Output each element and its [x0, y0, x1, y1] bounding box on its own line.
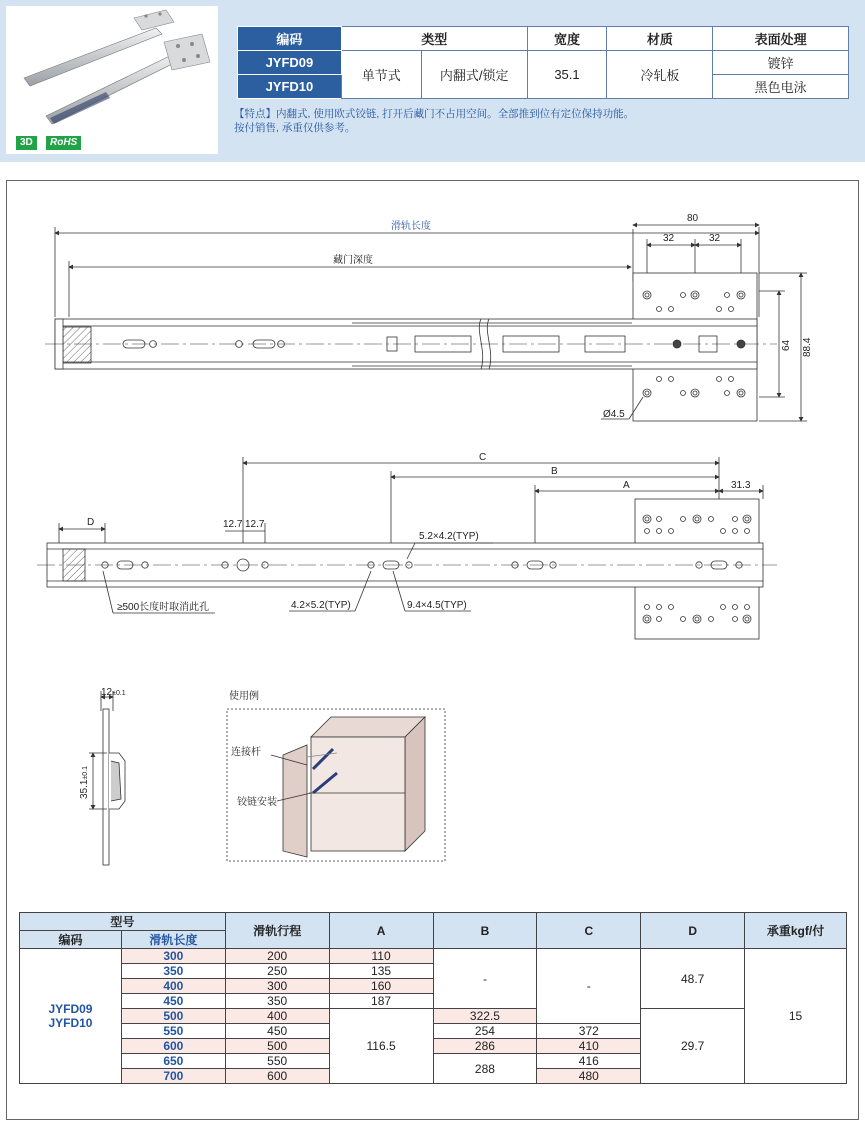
- load-15: 15: [745, 949, 847, 1084]
- section-view: [89, 691, 125, 865]
- stroke-250: 250: [225, 964, 329, 979]
- dim-32a: 32: [663, 233, 675, 244]
- dim-height-35-1: [79, 766, 90, 799]
- len-700: 700: [121, 1069, 225, 1084]
- dim-rail-length: 滑轨长度: [391, 221, 431, 232]
- spec-surface-1: 镀锌: [713, 51, 849, 75]
- a-135: 135: [329, 964, 433, 979]
- b-288: 288: [433, 1054, 537, 1084]
- usage-title: 使用例: [229, 691, 259, 702]
- stroke-400: 400: [225, 1009, 329, 1024]
- label-hinge-install: 铰链安装: [237, 797, 277, 808]
- dim-hole-diameter: Ø4.5: [603, 409, 625, 420]
- top-view: [45, 225, 807, 421]
- spec-header-material: 材质: [607, 27, 713, 51]
- spec-type-2: 内翻式/锁定: [421, 51, 527, 99]
- product-photo: [6, 6, 218, 154]
- spec-code-1: JYFD09: [238, 51, 342, 75]
- len-550: 550: [121, 1024, 225, 1039]
- dim-height-tol: ±0.1: [82, 765, 89, 780]
- header-d: D: [641, 913, 745, 949]
- stroke-450: 450: [225, 1024, 329, 1039]
- len-650: 650: [121, 1054, 225, 1069]
- a-110: 110: [329, 949, 433, 964]
- table-code-cell: [20, 949, 122, 1084]
- c-416: 416: [537, 1054, 641, 1069]
- dim-12-7b: 12.7: [245, 519, 265, 530]
- stroke-300: 300: [225, 979, 329, 994]
- dim-80: 80: [687, 213, 699, 224]
- dim-slot-4-2: 4.2×5.2(TYP): [291, 600, 351, 611]
- spec-table: [237, 26, 849, 99]
- dim-A: A: [623, 480, 630, 491]
- dim-32b: 32: [709, 233, 721, 244]
- dim-height-value: 35.1: [79, 779, 90, 799]
- features-line-2: 按付销售, 承重仅供参考。: [234, 122, 356, 134]
- dim-12-7a: 12.7: [223, 519, 243, 530]
- a-116-5: 116.5: [329, 1009, 433, 1084]
- d-48-7: 48.7: [641, 949, 745, 1009]
- header-b: B: [433, 913, 537, 949]
- header-a: A: [329, 913, 433, 949]
- spec-material: 冷轧板: [607, 51, 713, 99]
- c-410: 410: [537, 1039, 641, 1054]
- spec-surface-2: 黑色电泳: [713, 75, 849, 99]
- c-480: 480: [537, 1069, 641, 1084]
- features-line-1: 【特点】内翻式, 使用欧式铰链, 打开后藏门不占用空间。全部推到位有定位保持功能。: [234, 108, 635, 120]
- spec-header-surface: 表面处理: [713, 27, 849, 51]
- dim-width-12-tol: ±0.1: [112, 690, 126, 697]
- stroke-200: 200: [225, 949, 329, 964]
- len-350: 350: [121, 964, 225, 979]
- a-160: 160: [329, 979, 433, 994]
- b-dash: -: [433, 949, 537, 1009]
- dim-88-4: 88.4: [802, 337, 813, 357]
- cabinet-illustration: [271, 717, 425, 857]
- header-code: 编码: [20, 931, 122, 949]
- code-jyfd10: JYFD10: [48, 1016, 93, 1030]
- dim-width-12: [101, 687, 126, 698]
- spec-header-width: 宽度: [527, 27, 607, 51]
- len-450: 450: [121, 994, 225, 1009]
- label-connecting-rod: 连接杆: [231, 747, 261, 758]
- badge-3d: 3D: [16, 136, 37, 150]
- a-187: 187: [329, 994, 433, 1009]
- spec-code-2: JYFD10: [238, 75, 342, 99]
- badge-rohs: RoHS: [46, 136, 81, 150]
- spec-header-code: 编码: [238, 27, 342, 51]
- stroke-350: 350: [225, 994, 329, 1009]
- dim-width-12-value: 12: [101, 687, 113, 698]
- b-254: 254: [433, 1024, 537, 1039]
- header-band: [0, 0, 865, 162]
- header-model: 型号: [20, 913, 226, 931]
- header-stroke: 滑轨行程: [225, 913, 329, 949]
- b-286: 286: [433, 1039, 537, 1054]
- dim-B: B: [551, 466, 558, 477]
- note-500: ≥500长度时取消此孔: [117, 602, 210, 613]
- features-text: [234, 107, 854, 135]
- slide-rail-photo-icon: [6, 6, 218, 154]
- code-jyfd09: JYFD09: [48, 1002, 93, 1016]
- c-372: 372: [537, 1024, 641, 1039]
- header-load: 承重kgf/付: [745, 913, 847, 949]
- size-table: [19, 912, 847, 1084]
- len-500: 500: [121, 1009, 225, 1024]
- spec-header-type: 类型: [341, 27, 527, 51]
- spec-type-1: 单节式: [341, 51, 421, 99]
- len-300: 300: [121, 949, 225, 964]
- dim-door-depth: 藏门深度: [333, 255, 373, 266]
- d-29-7: 29.7: [641, 1009, 745, 1084]
- dim-D: D: [87, 517, 95, 528]
- dim-31-3: 31.3: [731, 480, 751, 491]
- c-dash: -: [537, 949, 641, 1024]
- spec-width: 35.1: [527, 51, 607, 99]
- dim-64: 64: [781, 339, 792, 351]
- header-length: 滑轨长度: [121, 931, 225, 949]
- len-600: 600: [121, 1039, 225, 1054]
- dim-slot-5-2: 5.2×4.2(TYP): [419, 531, 479, 542]
- dim-C: C: [479, 452, 487, 463]
- b-322-5: 322.5: [433, 1009, 537, 1024]
- stroke-550: 550: [225, 1054, 329, 1069]
- stroke-600: 600: [225, 1069, 329, 1084]
- stroke-500: 500: [225, 1039, 329, 1054]
- len-400: 400: [121, 979, 225, 994]
- header-c: C: [537, 913, 641, 949]
- dim-slot-9-4: 9.4×4.5(TYP): [407, 600, 467, 611]
